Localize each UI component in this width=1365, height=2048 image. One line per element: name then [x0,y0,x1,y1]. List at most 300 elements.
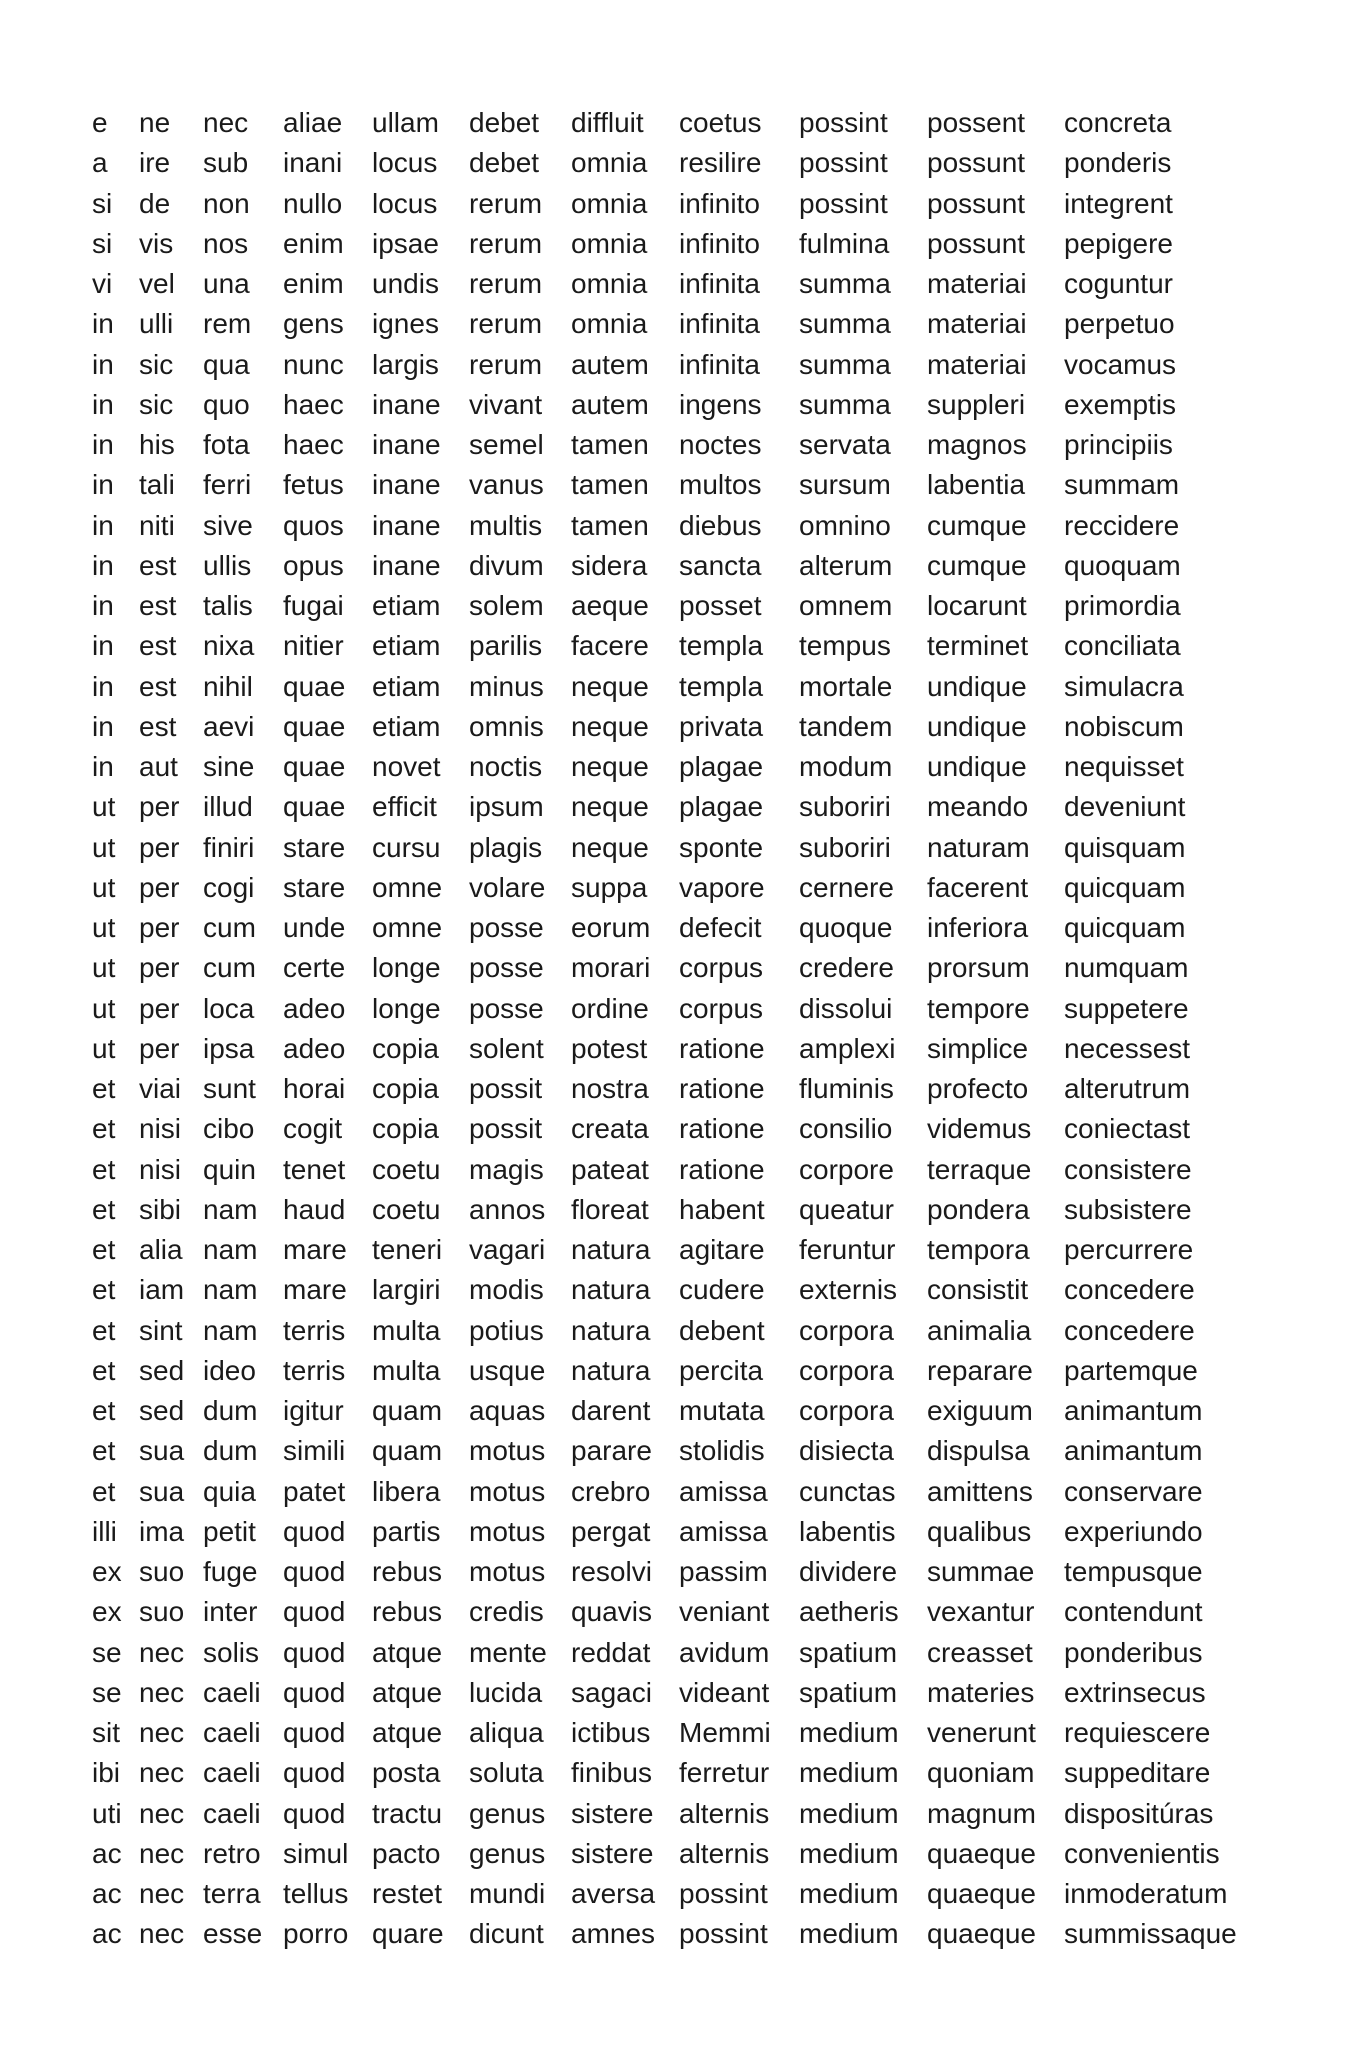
word-cell: aeque [571,590,649,622]
word-cell: infinita [679,308,760,340]
word-cell: facerent [927,871,1029,903]
word-row [92,1311,1254,1351]
word-cell: terris [283,1354,346,1386]
word-cell: nequisset [1064,751,1184,783]
word-cell: magnum [927,1797,1036,1829]
word-cell: est [139,670,177,702]
word-cell: labentis [799,1515,896,1547]
word-cell: summa [799,308,891,340]
word-cell: rerum [469,268,543,300]
word-cell: in [92,429,114,461]
word-cell: meando [927,791,1029,823]
word-cell: crebro [571,1475,651,1507]
word-cell: habent [679,1193,765,1225]
word-row [92,385,1254,425]
word-cell: noctes [679,429,762,461]
word-row [92,626,1254,666]
word-cell: et [92,1113,116,1145]
word-cell: petit [203,1515,256,1547]
word-row [92,1713,1254,1753]
word-cell: ex [92,1556,122,1588]
word-cell: una [203,268,250,300]
word-row [92,546,1254,586]
word-cell: horai [283,1073,346,1105]
word-cell: tamen [571,429,649,461]
word-cell: eorum [571,912,651,944]
word-cell: sint [139,1314,183,1346]
word-cell: novet [372,751,441,783]
word-row [92,1834,1254,1874]
word-cell: medium [799,1878,899,1910]
word-cell: disiecta [799,1435,894,1467]
word-cell: quisquam [1064,831,1186,863]
word-cell: alternis [679,1797,770,1829]
word-cell: posta [372,1757,441,1789]
word-cell: pondera [927,1193,1030,1225]
word-cell: et [92,1475,116,1507]
word-cell: quoque [799,912,893,944]
word-cell: spatium [799,1636,898,1668]
word-cell: privata [679,710,764,742]
word-cell: nam [203,1274,258,1306]
word-cell: ut [92,992,116,1024]
word-cell: percurrere [1064,1234,1194,1266]
word-row [92,224,1254,264]
word-cell: ingens [679,388,762,420]
word-cell: alterum [799,549,893,581]
word-cell: a [92,147,108,179]
word-cell: fulmina [799,227,890,259]
word-cell: copia [372,1073,439,1105]
word-cell: creasset [927,1636,1033,1668]
word-cell: ratione [679,1113,765,1145]
word-cell: videant [679,1676,770,1708]
word-cell: ponderibus [1064,1636,1203,1668]
word-row [92,465,1254,505]
word-cell: quo [203,388,250,420]
word-cell: aevi [203,710,255,742]
word-cell: consistere [1064,1153,1192,1185]
word-cell: nobiscum [1064,710,1184,742]
word-cell: de [139,187,171,219]
word-cell: autem [571,388,649,420]
word-cell: vi [92,268,113,300]
word-cell: ratione [679,1073,765,1105]
word-cell: ac [92,1837,122,1869]
word-cell: undis [372,268,439,300]
word-cell: fluminis [799,1073,894,1105]
word-cell: sagaci [571,1676,652,1708]
word-cell: ordine [571,992,649,1024]
word-cell: inferiora [927,912,1029,944]
word-cell: externis [799,1274,898,1306]
word-cell: primordia [1064,590,1181,622]
word-cell: debet [469,147,540,179]
word-cell: omnis [469,710,544,742]
word-cell: adeo [283,1032,346,1064]
word-cell: summam [1064,469,1180,501]
word-cell: medium [799,1797,899,1829]
word-cell: possint [679,1878,768,1910]
word-cell: rebus [372,1596,443,1628]
word-cell: inani [283,147,343,179]
word-cell: in [92,670,114,702]
word-cell: stare [283,831,346,863]
word-cell: nos [203,227,249,259]
word-cell: per [139,871,180,903]
word-cell: quam [372,1395,443,1427]
word-cell: et [92,1354,116,1386]
word-cell: ut [92,791,116,823]
word-cell: sit [92,1717,120,1749]
word-cell: numquam [1064,952,1189,984]
word-row [92,586,1254,626]
word-cell: dum [203,1435,258,1467]
word-cell: quod [283,1556,346,1588]
word-cell: multis [469,509,543,541]
word-cell: defecit [679,912,762,944]
word-cell: inane [372,509,441,541]
word-cell: iam [139,1274,185,1306]
word-cell: est [139,549,177,581]
word-cell: contendunt [1064,1596,1203,1628]
word-cell: quae [283,751,346,783]
word-cell: ipsae [372,227,439,259]
word-cell: nam [203,1193,258,1225]
word-cell: rerum [469,187,543,219]
word-cell: quod [283,1717,346,1749]
word-cell: rem [203,308,252,340]
word-cell: posse [469,912,544,944]
word-cell: sua [139,1475,185,1507]
word-cell: rerum [469,308,543,340]
word-cell: summissaque [1064,1918,1237,1950]
word-cell: rebus [372,1556,443,1588]
word-cell: cibo [203,1113,255,1145]
word-cell: infinita [679,348,760,380]
word-cell: ferri [203,469,252,501]
word-cell: locus [372,147,438,179]
word-cell: possint [799,187,888,219]
word-cell: per [139,791,180,823]
word-cell: igitur [283,1395,344,1427]
word-cell: caeli [203,1797,261,1829]
word-cell: debet [469,107,540,139]
word-cell: ut [92,1032,116,1064]
word-cell: nullo [283,187,343,219]
word-cell: labentia [927,469,1026,501]
word-cell: multos [679,469,762,501]
word-cell: talis [203,590,253,622]
word-cell: sive [203,509,253,541]
word-row [92,908,1254,948]
word-cell: animantum [1064,1395,1203,1427]
word-cell: amittens [927,1475,1033,1507]
word-cell: cogit [283,1113,343,1145]
word-cell: quod [283,1636,346,1668]
word-cell: quos [283,509,344,541]
word-cell: ipsum [469,791,544,823]
word-cell: venerunt [927,1717,1036,1749]
word-cell: neque [571,751,649,783]
word-cell: nec [139,1636,185,1668]
word-cell: concreta [1064,107,1172,139]
word-cell: quaeque [927,1918,1037,1950]
word-cell: dicunt [469,1918,544,1950]
word-cell: omnem [799,590,893,622]
word-cell: se [92,1636,122,1668]
word-cell: neque [571,670,649,702]
word-cell: modum [799,751,893,783]
word-row [92,1914,1254,1954]
word-cell: posset [679,590,762,622]
word-cell: suboriri [799,791,891,823]
word-cell: natura [571,1314,651,1346]
word-cell: atque [372,1717,443,1749]
word-cell: nisi [139,1113,182,1145]
word-cell: Memmi [679,1717,771,1749]
word-cell: materiai [927,268,1027,300]
word-cell: agitare [679,1234,765,1266]
word-cell: modis [469,1274,544,1306]
word-cell: ac [92,1918,122,1950]
word-cell: per [139,1032,180,1064]
word-cell: vagari [469,1234,546,1266]
word-cell: credere [799,952,894,984]
word-cell: per [139,952,180,984]
word-cell: consilio [799,1113,893,1145]
word-row [92,1029,1254,1069]
word-cell: lucida [469,1676,543,1708]
word-cell: summa [799,348,891,380]
word-cell: per [139,992,180,1024]
word-cell: locarunt [927,590,1027,622]
word-cell: ulli [139,308,174,340]
word-cell: dissolui [799,992,893,1024]
word-cell: copia [372,1113,439,1145]
word-cell: ictibus [571,1717,651,1749]
word-cell: finibus [571,1757,652,1789]
word-row [92,103,1254,143]
word-cell: ut [92,871,116,903]
word-cell: nostra [571,1073,649,1105]
word-cell: suboriri [799,831,891,863]
word-cell: in [92,751,114,783]
word-cell: mundi [469,1878,546,1910]
word-cell: conservare [1064,1475,1203,1507]
word-cell: natura [571,1354,651,1386]
word-cell: quavis [571,1596,652,1628]
word-cell: teneri [372,1234,443,1266]
word-row [92,868,1254,908]
word-cell: possit [469,1113,543,1145]
word-cell: quoquam [1064,549,1181,581]
word-cell: enim [283,268,344,300]
word-cell: inane [372,388,441,420]
word-cell: motus [469,1515,546,1547]
word-cell: qualibus [927,1515,1032,1547]
word-row [92,1351,1254,1391]
word-cell: per [139,831,180,863]
word-row [92,667,1254,707]
word-cell: infinito [679,227,760,259]
word-cell: resolvi [571,1556,652,1588]
word-row [92,1431,1254,1471]
word-cell: deveniunt [1064,791,1186,823]
word-cell: atque [372,1636,443,1668]
word-cell: ferretur [679,1757,770,1789]
word-cell: mare [283,1234,347,1266]
word-cell: profecto [927,1073,1029,1105]
word-cell: mente [469,1636,547,1668]
word-cell: in [92,509,114,541]
word-cell: tali [139,469,175,501]
word-cell: solent [469,1032,544,1064]
word-cell: ima [139,1515,185,1547]
word-cell: vexantur [927,1596,1035,1628]
word-row [92,1794,1254,1834]
word-cell: simili [283,1435,346,1467]
word-cell: exemptis [1064,388,1177,420]
word-cell: quod [283,1515,346,1547]
word-cell: corpora [799,1395,894,1427]
word-cell: omnia [571,187,648,219]
word-cell: alternis [679,1837,770,1869]
word-cell: debent [679,1314,765,1346]
word-cell: usque [469,1354,546,1386]
word-cell: multa [372,1314,441,1346]
word-cell: et [92,1435,116,1467]
word-row [92,989,1254,1029]
word-cell: omnia [571,147,648,179]
word-cell: fetus [283,469,344,501]
word-cell: nec [139,1717,185,1749]
word-cell: possint [799,107,888,139]
word-cell: magis [469,1153,544,1185]
word-cell: annos [469,1193,546,1225]
word-cell: omnino [799,509,891,541]
word-cell: possunt [927,187,1026,219]
word-cell: potius [469,1314,544,1346]
word-cell: et [92,1153,116,1185]
word-cell: amissa [679,1515,768,1547]
word-cell: in [92,308,114,340]
word-cell: stare [283,871,346,903]
word-cell: minus [469,670,544,702]
word-cell: vis [139,227,174,259]
word-cell: adeo [283,992,346,1024]
word-cell: percita [679,1354,764,1386]
word-cell: terminet [927,630,1029,662]
word-cell: tamen [571,469,649,501]
word-cell: mortale [799,670,893,702]
word-table-body [92,103,1254,1955]
word-cell: aversa [571,1878,656,1910]
word-cell: ne [139,107,171,139]
word-row [92,1673,1254,1713]
word-cell: unde [283,912,346,944]
word-cell: longe [372,992,441,1024]
word-cell: patet [283,1475,346,1507]
word-cell: magnos [927,429,1027,461]
word-cell: partis [372,1515,441,1547]
word-cell: longe [372,952,441,984]
word-cell: ut [92,952,116,984]
word-cell: possunt [927,147,1026,179]
word-cell: quicquam [1064,871,1186,903]
word-cell: semel [469,429,544,461]
word-row [92,1230,1254,1270]
word-cell: etiam [372,630,441,662]
word-cell: solem [469,590,544,622]
word-cell: inmoderatum [1064,1878,1228,1910]
word-cell: et [92,1395,116,1427]
word-cell: summae [927,1556,1035,1588]
word-cell: dum [203,1395,258,1427]
word-cell: autem [571,348,649,380]
word-cell: creata [571,1113,649,1145]
word-cell: aetheris [799,1596,899,1628]
word-cell: ponderis [1064,147,1172,179]
word-cell: caeli [203,1757,261,1789]
word-cell: natura [571,1234,651,1266]
word-cell: corpus [679,952,764,984]
word-cell: necessest [1064,1032,1191,1064]
word-cell: si [92,227,113,259]
word-cell: soluta [469,1757,544,1789]
word-cell: vapore [679,871,765,903]
word-cell: aut [139,751,178,783]
word-cell: nisi [139,1153,182,1185]
word-cell: vel [139,268,175,300]
word-cell: est [139,590,177,622]
word-cell: videmus [927,1113,1032,1145]
word-cell: amnes [571,1918,656,1950]
word-cell: tempora [927,1234,1030,1266]
word-cell: experiundo [1064,1515,1203,1547]
word-cell: convenientis [1064,1837,1220,1869]
word-cell: sidera [571,549,648,581]
word-cell: et [92,1314,116,1346]
word-cell: possint [799,147,888,179]
word-cell: reddat [571,1636,651,1668]
word-cell: posse [469,992,544,1024]
word-cell: ullis [203,549,252,581]
word-cell: copia [372,1032,439,1064]
word-row [92,425,1254,465]
word-cell: coguntur [1064,268,1173,300]
word-cell: quae [283,670,346,702]
word-cell: in [92,388,114,420]
word-cell: plagis [469,831,543,863]
word-cell: finiri [203,831,255,863]
word-cell: cumque [927,509,1027,541]
word-cell: medium [799,1837,899,1869]
word-cell: tempus [799,630,891,662]
word-cell: omne [372,871,443,903]
word-cell: suppetere [1064,992,1189,1024]
word-cell: ire [139,147,171,179]
word-cell: porro [283,1918,349,1950]
word-cell: nec [139,1797,185,1829]
word-cell: veniant [679,1596,770,1628]
word-cell: omnia [571,268,648,300]
word-row [92,1552,1254,1592]
word-cell: prorsum [927,952,1030,984]
word-cell: resilire [679,147,762,179]
word-cell: e [92,107,108,139]
word-row [92,345,1254,385]
